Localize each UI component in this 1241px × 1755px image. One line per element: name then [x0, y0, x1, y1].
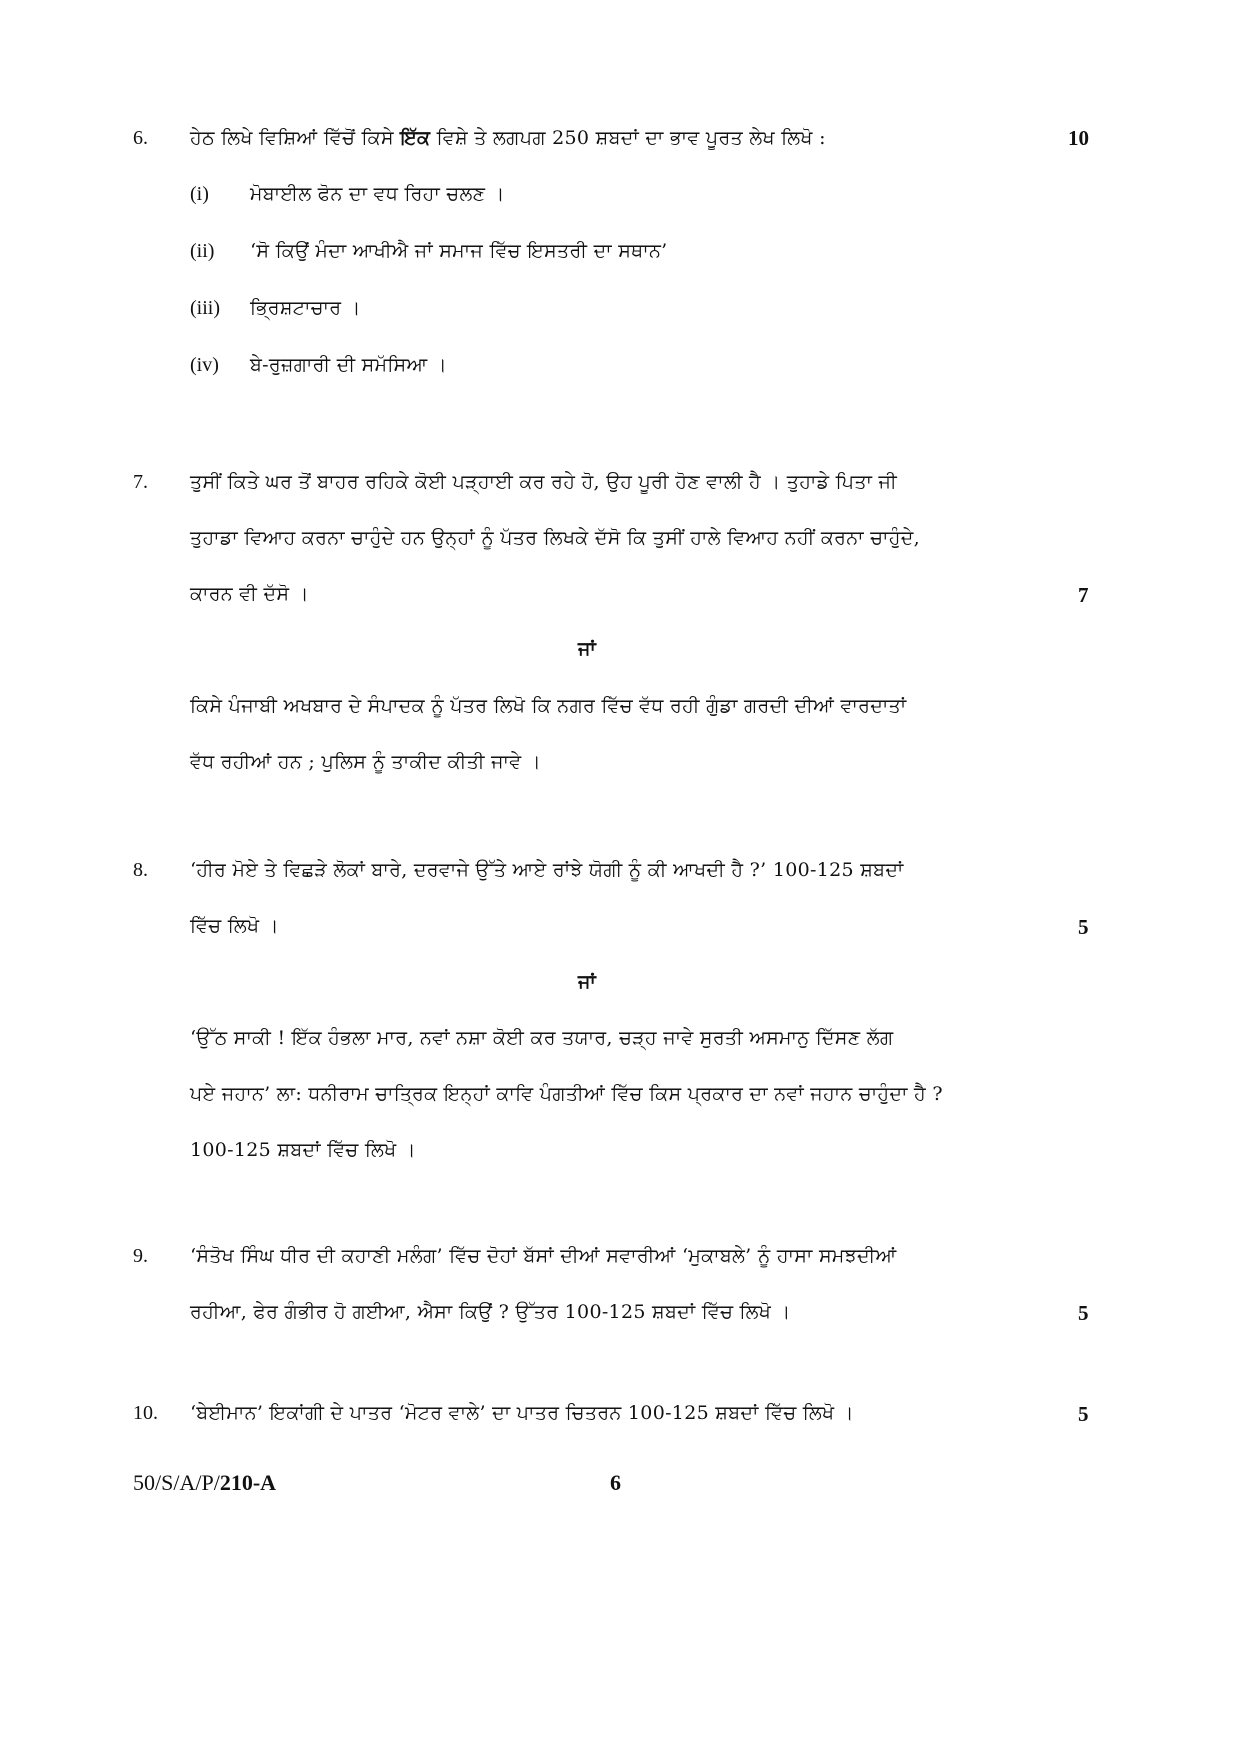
- q10-line: ‘ਬੇਈਮਾਨ’ ਇਕਾਂਗੀ ਦੇ ਪਾਤਰ ‘ਮੋਟਰ ਵਾਲੇ’ ਦਾ ਪਾਤਰ ਚਿਤਰਨ 100-125 ਸ਼ਬਦਾਂ ਵਿੱਚ ਲਿਖੋ ।: [190, 1402, 854, 1424]
- q9-line: ਰਹੀਆ, ਫੇਰ ਗੰਭੀਰ ਹੋ ਗਈਆ, ਐਸਾ ਕਿਉਂ ? ਉੱਤਰ 100-125 ਸ਼ਬਦਾਂ ਵਿੱਚ ਲਿਖੋ ।: [190, 1301, 791, 1323]
- q6-text-after: ਵਿਸ਼ੇ ਤੇ ਲਗਪਗ 250 ਸ਼ਬਦਾਂ ਦਾ ਭਾਵ ਪੂਰਤ ਲੇਖ ਲਿਖੋ :: [430, 127, 826, 149]
- q6-option-text: ‘ਸੋ ਕਿਉਂ ਮੰਦਾ ਆਖੀਐ ਜਾਂ ਸਮਾਜ ਵਿੱਚ ਇਸਤਰੀ ਦਾ ਸਥਾਨ’: [250, 240, 668, 262]
- q10-marks: 5: [1078, 1402, 1089, 1426]
- page-number: 6: [610, 1470, 621, 1495]
- q8-alt-line: ‘ਉੱਠ ਸਾਕੀ ! ਇੱਕ ਹੰਭਲਾ ਮਾਰ, ਨਵਾਂ ਨਸ਼ਾ ਕੋਈ ਕਰ ਤਯਾਰ, ਚੜ੍ਹ ਜਾਵੇ ਸੁਰਤੀ ਅਸਮਾਨੁ ਦਿੱਸਣ ਲੱਗ: [190, 1027, 894, 1049]
- q8-marks: 5: [1078, 915, 1089, 939]
- q6-option-text: ਬੇ-ਰੁਜ਼ਗਾਰੀ ਦੀ ਸਮੱਸਿਆ ।: [250, 354, 447, 376]
- q7-line: ਤੁਹਾਡਾ ਵਿਆਹ ਕਰਨਾ ਚਾਹੁੰਦੇ ਹਨ ਉਨ੍ਹਾਂ ਨੂੰ ਪੱਤਰ ਲਿਖਕੇ ਦੱਸੋ ਕਿ ਤੁਸੀਂ ਹਾਲੇ ਵਿਆਹ ਨਹੀਂ ਕਰਨਾ ਚਾਹੁੰਦੇ,: [190, 527, 920, 549]
- paper-code-bold: 210-A: [219, 1470, 277, 1495]
- q6-option-label: (ii): [190, 240, 215, 262]
- q6-option-text: ਮੋਬਾਈਲ ਫੋਨ ਦਾ ਵਧ ਰਿਹਾ ਚਲਣ ।: [250, 183, 505, 205]
- q6-number: 6.: [133, 127, 148, 149]
- q8-alt-line: ਪਏ ਜਹਾਨ’ ਲਾ: ਧਨੀਰਾਮ ਚਾਤ੍ਰਿਕ ਇਨ੍ਹਾਂ ਕਾਵਿ ਪੰਗਤੀਆਂ ਵਿੱਚ ਕਿਸ ਪ੍ਰਕਾਰ ਦਾ ਨਵਾਂ ਜਹਾਨ ਚਾਹੁੰਦਾ ਹੈ ?: [190, 1083, 943, 1105]
- q10-number: 10.: [133, 1402, 158, 1424]
- q9-number: 9.: [133, 1245, 148, 1267]
- q6-option-label: (iii): [190, 297, 220, 319]
- q8-or-label: ਜਾਂ: [578, 971, 596, 993]
- q7-alt-line: ਕਿਸੇ ਪੰਜਾਬੀ ਅਖਬਾਰ ਦੇ ਸੰਪਾਦਕ ਨੂੰ ਪੱਤਰ ਲਿਖੋ ਕਿ ਨਗਰ ਵਿੱਚ ਵੱਧ ਰਹੀ ਗੁੰਡਾ ਗਰਦੀ ਦੀਆਂ ਵਾਰਦਾਤਾਂ: [190, 695, 907, 717]
- paper-code: [133, 1470, 276, 1496]
- q8-number: 8.: [133, 859, 148, 881]
- q8-alt-line: 100-125 ਸ਼ਬਦਾਂ ਵਿੱਚ ਲਿਖੋ ।: [190, 1139, 416, 1161]
- q6-text: [190, 127, 826, 149]
- q9-marks: 5: [1078, 1301, 1089, 1325]
- paper-code-prefix: 50/S/A/P/: [133, 1470, 220, 1495]
- q6-option-text: ਭ੍ਰਿਸ਼ਟਾਚਾਰ ।: [250, 297, 361, 319]
- q8-line: ‘ਹੀਰ ਮੋਏ ਤੇ ਵਿਛੜੇ ਲੋਕਾਂ ਬਾਰੇ, ਦਰਵਾਜੇ ਉੱਤੇ ਆਏ ਰਾਂਝੇ ਯੋਗੀ ਨੂੰ ਕੀ ਆਖਦੀ ਹੈ ?’ 100-125 ਸ਼ਬਦਾਂ: [190, 859, 904, 881]
- q8-line: ਵਿੱਚ ਲਿਖੋ ।: [190, 915, 279, 937]
- q7-number: 7.: [133, 471, 148, 493]
- q7-line: ਕਾਰਨ ਵੀ ਦੱਸੋ ।: [190, 583, 309, 605]
- q6-text-before: ਹੇਠ ਲਿਖੇ ਵਿਸ਼ਿਆਂ ਵਿੱਚੋਂ ਕਿਸੇ: [190, 127, 401, 149]
- q6-text-bold: ਇੱਕ: [400, 127, 431, 149]
- q9-line: ‘ਸੰਤੋਖ ਸਿੰਘ ਧੀਰ ਦੀ ਕਹਾਣੀ ਮਲੰਗ’ ਵਿੱਚ ਦੋਹਾਂ ਬੱਸਾਂ ਦੀਆਂ ਸਵਾਰੀਆਂ ‘ਮੁਕਾਬਲੇ’ ਨੂੰ ਹਾਸਾ ਸਮਝਦੀਆਂ: [190, 1245, 897, 1267]
- q6-option-label: (iv): [190, 354, 219, 376]
- q7-line: ਤੁਸੀਂ ਕਿਤੇ ਘਰ ਤੋਂ ਬਾਹਰ ਰਹਿਕੇ ਕੋਈ ਪੜ੍ਹਾਈ ਕਰ ਰਹੇ ਹੋ, ਉਹ ਪੂਰੀ ਹੋਣ ਵਾਲੀ ਹੈ । ਤੁਹਾਡੇ ਪਿਤਾ ਜੀ: [190, 471, 897, 493]
- q6-option-label: (i): [190, 183, 209, 205]
- q6-marks: 10: [1068, 126, 1089, 150]
- q7-alt-line: ਵੱਧ ਰਹੀਆਂ ਹਨ ; ਪੁਲਿਸ ਨੂੰ ਤਾਕੀਦ ਕੀਤੀ ਜਾਵੇ ।: [190, 751, 541, 773]
- q7-marks: 7: [1078, 583, 1089, 607]
- q7-or-label: ਜਾਂ: [578, 638, 596, 660]
